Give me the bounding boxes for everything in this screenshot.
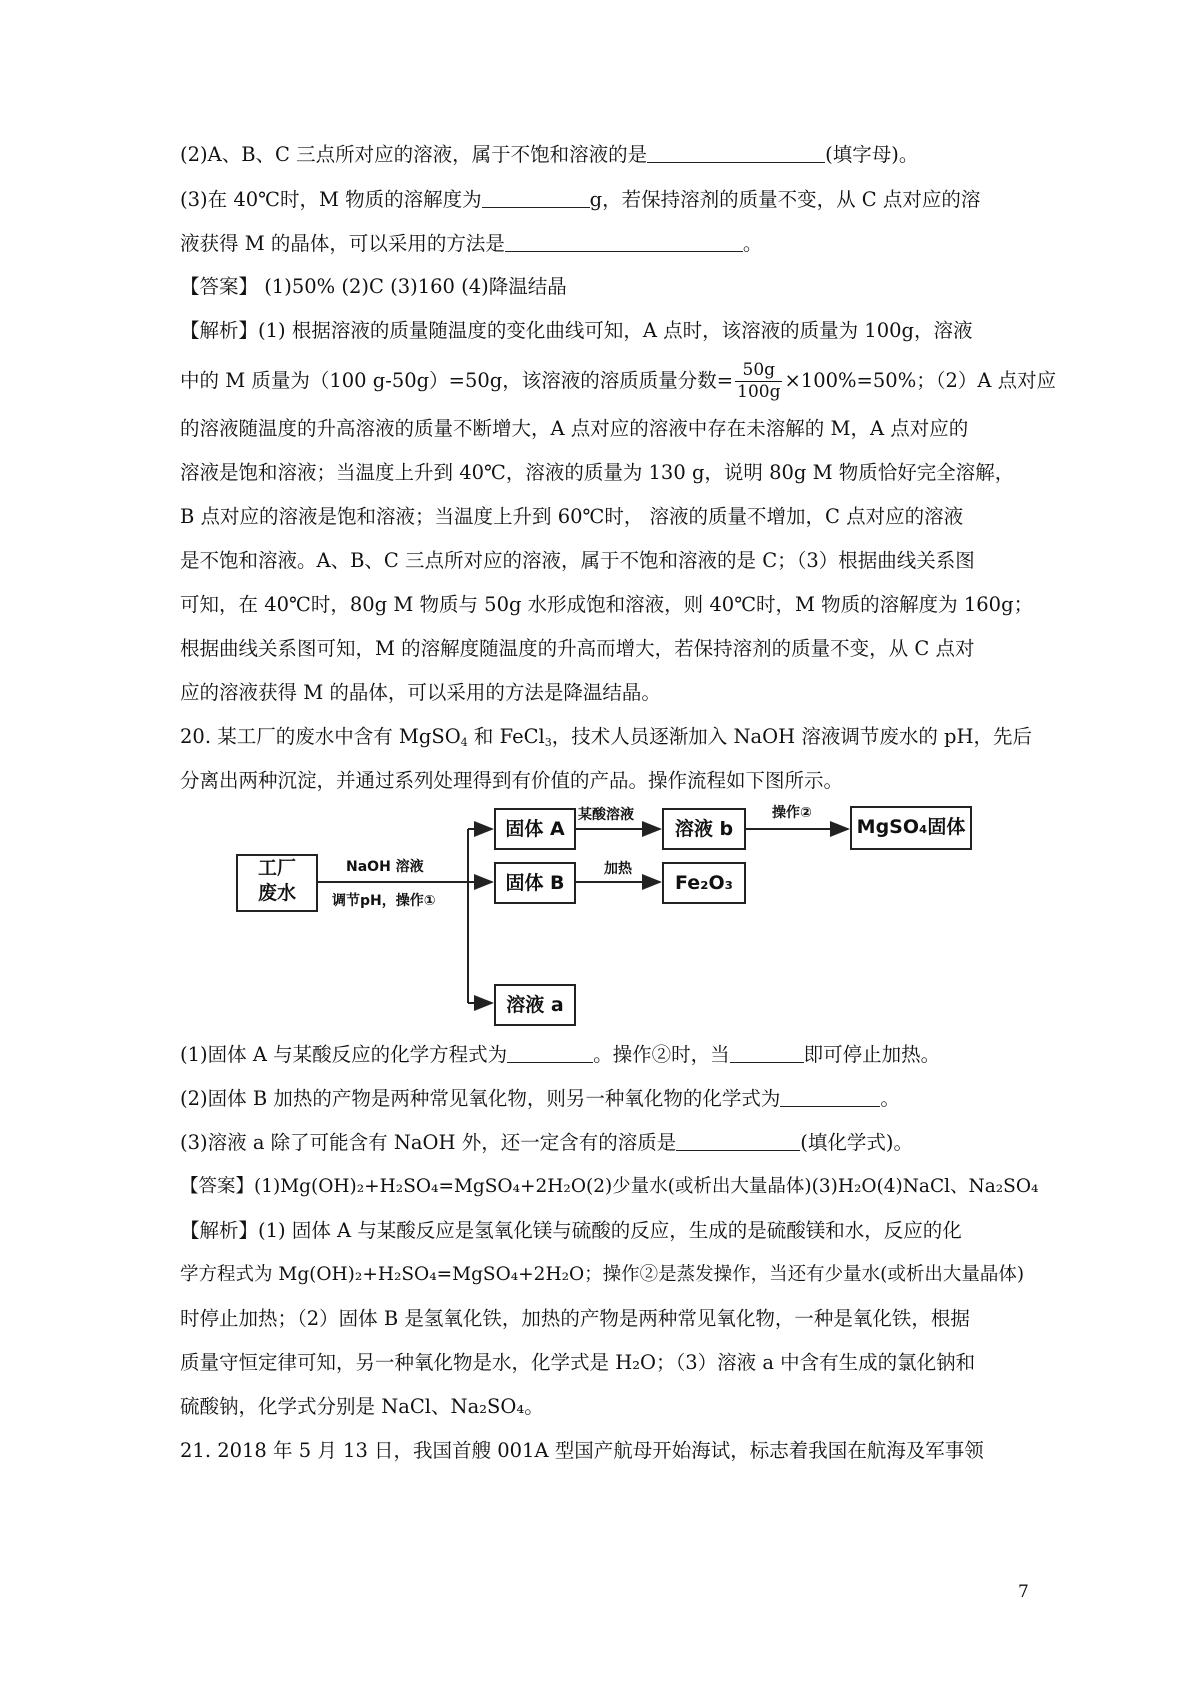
q19-analysis-line: 中的 M 质量为（100 g-50g）=50g，该溶液的溶质质量分数= $\frac{50g}{100g}$ ×100%=50%；（2）A 点对应 xyxy=(180,360,1057,402)
q19-analysis-line: 【解析】(1) 根据溶液的质量随温度的变化曲线可知，A 点时，该溶液的质量为 100g，溶液 xyxy=(180,319,973,342)
q19-analysis-line: 根据曲线关系图可知，M 的溶解度随温度的升高而增大，若保持溶剂的质量不变，从 C 点对 xyxy=(180,637,975,660)
solid-a-box: 固体 A xyxy=(494,808,576,850)
factory-wastewater-box: 工厂 废水 xyxy=(236,854,318,912)
naoh-label: NaOH 溶液 xyxy=(346,859,424,875)
q20-stem-line2: 分离出两种沉淀，并通过系列处理得到有价值的产品。操作流程如下图所示。 xyxy=(180,769,844,792)
answer-blank[interactable] xyxy=(780,1086,880,1107)
q21-stem: 21. 2018 年 5 月 13 日，我国首艘 001A 型国产航母开始海试，标志着我国在航海及军事领 xyxy=(180,1439,984,1462)
adjust-ph-label: 调节pH，操作① xyxy=(332,893,436,909)
q20-part2: (2)固体 B 加热的产物是两种常见氧化物，则另一种氧化物的化学式为 。 xyxy=(180,1087,900,1110)
q19-analysis-line: 可知，在 40℃时，80g M 物质与 50g 水形成饱和溶液，则 40℃时，M 物质的溶解度为 160g； xyxy=(180,593,1034,616)
solid-b-box: 固体 B xyxy=(494,862,576,904)
answer-blank[interactable] xyxy=(676,1130,800,1151)
q19-part2-text: (2)A、B、C 三点所对应的溶液，属于不饱和溶液的是 xyxy=(180,143,648,166)
q20-analysis-line: 硫酸钠，化学式分别是 NaCl、Na₂SO₄。 xyxy=(180,1395,544,1418)
q19-part3-text2: 液获得 M 的晶体，可以采用的方法是 xyxy=(180,232,505,255)
fraction: $\frac{50g}{100g}$ xyxy=(737,360,781,402)
q19-analysis-line: 是不饱和溶液。A、B、C 三点所对应的溶液，属于不饱和溶液的是 C；（3）根据曲线关系图 xyxy=(180,549,975,572)
q20-answer: 【答案】(1)Mg(OH)₂+H₂SO₄=MgSO₄+2H₂O(2)少量水(或析出大量晶体)(3)H₂O(4)NaCl、Na₂SO₄ xyxy=(180,1176,1039,1197)
answer-blank[interactable] xyxy=(730,1042,804,1063)
mgso4-solid-box: MgSO₄固体 xyxy=(850,806,972,850)
q20-analysis-line: 质量守恒定律可知，另一种氧化物是水，化学式是 H₂O；（3）溶液 a 中含有生成的氯化钠和 xyxy=(180,1351,976,1374)
q19-answer: 【答案】 (1)50% (2)C (3)160 (4)降温结晶 xyxy=(180,275,567,298)
answer-blank[interactable] xyxy=(507,1042,593,1063)
solution-a-box: 溶液 a xyxy=(494,984,576,1026)
acid-label: 某酸溶液 xyxy=(578,807,634,823)
q19-part3-text: (3)在 40℃时，M 物质的溶解度为 xyxy=(180,188,482,211)
operation2-label: 操作② xyxy=(772,805,812,821)
page-number: 7 xyxy=(1018,1582,1029,1602)
q19-analysis-line: 的溶液随温度的升高溶液的质量不断增大，A 点对应的溶液中存在未溶解的 M，A 点对应的 xyxy=(180,417,969,440)
q19-part3-text-cont: g，若保持溶剂的质量不变，从 C 点对应的溶 xyxy=(589,188,981,211)
q19-part2-suffix: (填字母)。 xyxy=(825,143,919,166)
solution-b-box: 溶液 b xyxy=(662,808,746,850)
q20-part3: (3)溶液 a 除了可能含有 NaOH 外，还一定含有的溶质是 (填化学式)。 xyxy=(180,1131,913,1154)
q19-part3-suffix: 。 xyxy=(742,232,763,255)
q19-analysis-line: B 点对应的溶液是饱和溶液；当温度上升到 60℃时， 溶液的质量不增加，C 点对应的溶液 xyxy=(180,505,964,528)
heat-label: 加热 xyxy=(604,861,632,877)
q20-analysis-line: 时停止加热；（2）固体 B 是氢氧化铁，加热的产物是两种常见氧化物，一种是氧化铁，根据 xyxy=(180,1307,970,1330)
q20-part1: (1)固体 A 与某酸反应的化学方程式为 。操作②时，当 即可停止加热。 xyxy=(180,1043,941,1066)
q20-analysis-line: 学方程式为 Mg(OH)₂+H₂SO₄=MgSO₄+2H₂O；操作②是蒸发操作，当还有少量水(或析出大量晶体) xyxy=(180,1264,1025,1285)
q19-analysis-line: 溶液是饱和溶液；当温度上升到 40℃，溶液的质量为 130 g，说明 80g M 物质恰好完全溶解， xyxy=(180,461,1015,484)
q20-stem-line1: 20. 某工厂的废水中含有 MgSO$_4$ 和 FeCl$_3$，技术人员逐渐加入 NaOH 溶液调节废水的 pH，先后 xyxy=(180,725,1033,749)
fe2o3-box: Fe₂O₃ xyxy=(662,862,746,904)
q20-analysis-line: 【解析】(1) 固体 A 与某酸反应是氢氧化镁与硫酸的反应，生成的是硫酸镁和水，反应的化 xyxy=(180,1219,962,1242)
q19-analysis-line: 应的溶液获得 M 的晶体，可以采用的方法是降温结晶。 xyxy=(180,681,661,704)
